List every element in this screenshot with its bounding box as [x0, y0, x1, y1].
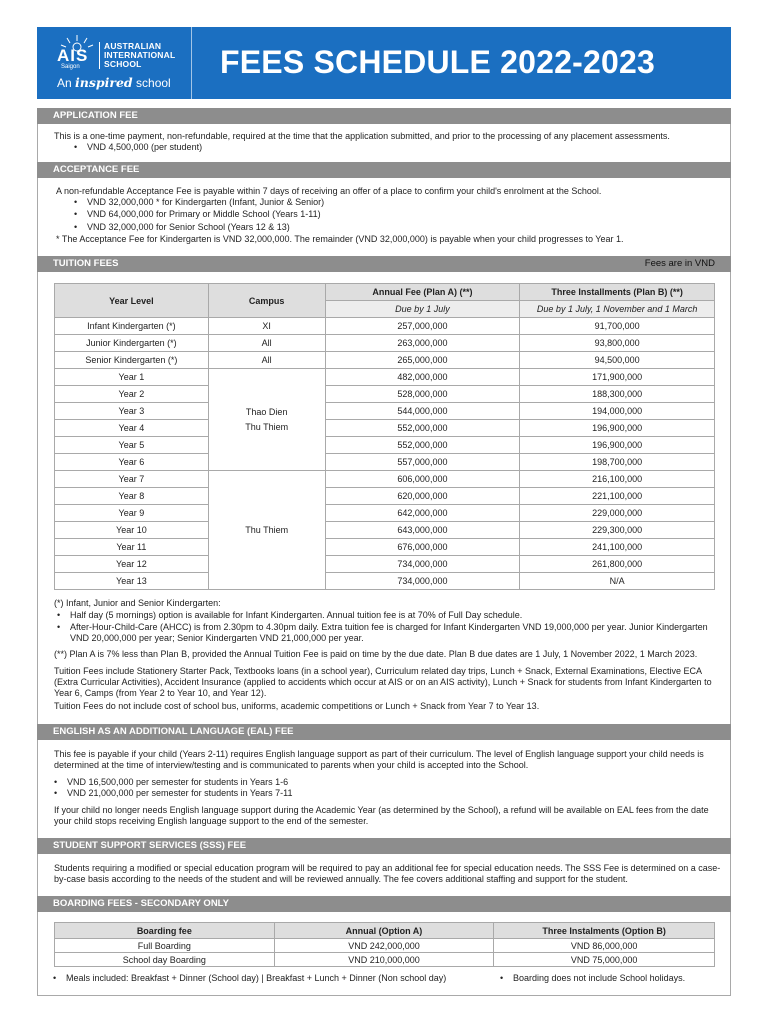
kg-note-bullet: • Half day (5 mornings) option is available for Infant Kindergarten. Annual tuition fee is at 70% of Full Day schedule.	[70, 610, 720, 621]
col-header-year: Year Level	[55, 284, 209, 318]
table-row: Year 7 Thu Thiem 606,000,000 216,100,000	[55, 471, 715, 488]
application-fee-bullet: • VND 4,500,000 (per student)	[87, 142, 202, 153]
table-row: Year 1 Thao Dien Thu Thiem 482,000,000 171,900,000	[55, 369, 715, 386]
tuition-table	[54, 283, 715, 590]
acceptance-fee-note: * The Acceptance Fee for Kindergarten is VND 32,000,000. The remainder (VND 32,000,000) is payable when your child progresses to Year 1.	[56, 234, 624, 244]
table-row: Junior Kindergarten (*) All 263,000,000 93,800,000	[55, 335, 715, 352]
table-row: Year 2 528,000,000 188,300,000	[55, 386, 715, 403]
tuition-includes-note: Tuition Fees include Stationery Starter Pack, Textbooks loans (in a school year), Curriculum related day trips, Lunch + Snack, External Examinations, Elective ECA (Extra Curricular Activities), Accident Insurance (applied to accidents which occur at AIS or on an AIS activity), Lunch + Snack for students from Infant Kindergarten to Year 6, Camps (from Year 2 to Year 10, and Year 12).	[54, 666, 712, 699]
table-row: Year 4 552,000,000 196,900,000	[55, 420, 715, 437]
col-header-boarding: Boarding fee	[55, 923, 275, 939]
table-row: Year 13 734,000,000 N/A	[55, 573, 715, 590]
table-row: Year 6 557,000,000 198,700,000	[55, 454, 715, 471]
tuition-excludes-note: Tuition Fees do not include cost of school bus, uniforms, academic competitions or Lunch + Snack from Year 7 to Year 13.	[54, 701, 540, 711]
table-row: Year 9 642,000,000 229,000,000	[55, 505, 715, 522]
logo-sub: Saigon	[61, 64, 80, 70]
table-row: School day Boarding VND 210,000,000 VND 75,000,000	[55, 953, 715, 967]
col-header-option-a: Annual (Option A)	[274, 923, 494, 939]
page-header	[37, 27, 731, 99]
acceptance-fee-bullet: • VND 32,000,000 * for Kindergarten (Infant, Junior & Senior)	[87, 197, 324, 208]
application-fee-text: This is a one-time payment, non-refundable, required at the time that the application submitted, and prior to the processing of any placement assessments.	[54, 131, 670, 141]
eal-fee-refund: If your child no longer needs English language support during the Academic Year (as determined by the School), a refund will be available on EAL fees from the date your child stops receiving English language support to the end of the semester.	[54, 805, 709, 827]
table-row: Year 5 552,000,000 196,900,000	[55, 437, 715, 454]
boarding-fees-heading: BOARDING FEES - SECONDARY ONLY	[37, 896, 731, 912]
eal-fee-bullet: • VND 21,000,000 per semester for students in Years 7-11	[67, 788, 292, 799]
table-row: Year 11 676,000,000 241,100,000	[55, 539, 715, 556]
sss-fee-text: Students requiring a modified or special education program will be required to pay an additional fee for special education needs. The SSS Fee is determined on a case-by-case basis according to the needs of the student and will be reviewed annually. The fee covers additional staffing and support for the student.	[54, 863, 721, 885]
subheader-plan-a: Due by 1 July	[325, 301, 520, 318]
logo-letters: AIS	[57, 46, 89, 65]
page-title: FEES SCHEDULE 2022-2023	[220, 44, 656, 80]
acceptance-fee-bullet: • VND 32,000,000 for Senior School (Years 12 & 13)	[87, 222, 290, 233]
acceptance-fee-bullet: • VND 64,000,000 for Primary or Middle School (Years 1-11)	[87, 209, 321, 220]
application-fee-heading: APPLICATION FEE	[37, 108, 731, 124]
eal-fee-bullet: • VND 16,500,000 per semester for students in Years 1-6	[67, 777, 288, 788]
boarding-meals-note: • Meals included: Breakfast + Dinner (School day) | Breakfast + Lunch + Dinner (Non school day)	[66, 973, 446, 984]
eal-fee-heading: ENGLISH AS AN ADDITIONAL LANGUAGE (EAL) FEE	[37, 724, 731, 740]
table-row: Full Boarding VND 242,000,000 VND 86,000,000	[55, 939, 715, 953]
plan-note: (**) Plan A is 7% less than Plan B, provided the Annual Tuition Fee is paid on time by the due date. Plan B due dates are 1 July, 1 November 2022, 1 March 2023.	[54, 649, 698, 659]
table-row: Year 8 620,000,000 221,100,000	[55, 488, 715, 505]
kg-note-bullet: • After-Hour-Child-Care (AHCC) is from 2.30pm to 4.30pm daily. Extra tuition fee is charged for Infant Kindergarten VND 19,000,000 per year. Junior Kindergarten VND 20,000,000 per year; Senior Kindergarten VND 21,000,000 per year.	[70, 622, 720, 644]
table-row: Senior Kindergarten (*) All 265,000,000 94,500,000	[55, 352, 715, 369]
logo-wordmark: AUSTRALIAN INTERNATIONAL SCHOOL	[99, 42, 175, 69]
col-header-plan-b: Three Installments (Plan B) (**)	[520, 284, 715, 301]
table-row: Year 3 544,000,000 194,000,000	[55, 403, 715, 420]
logo-tagline: An inspired school	[57, 75, 171, 90]
table-row: Infant Kindergarten (*) XI 257,000,000 91,700,000	[55, 318, 715, 335]
campus-secondary: Thu Thiem	[208, 471, 325, 590]
table-row: Year 12 734,000,000 261,800,000	[55, 556, 715, 573]
sss-fee-heading: STUDENT SUPPORT SERVICES (SSS) FEE	[37, 838, 731, 854]
boarding-table	[54, 922, 715, 967]
col-header-campus: Campus	[208, 284, 325, 318]
currency-note: Fees are in VND	[644, 258, 715, 269]
col-header-plan-a: Annual Fee (Plan A) (**)	[325, 284, 520, 301]
table-row: Year 10 643,000,000 229,300,000	[55, 522, 715, 539]
boarding-holidays-note: • Boarding does not include School holidays.	[513, 973, 685, 984]
subheader-plan-b: Due by 1 July, 1 November and 1 March	[520, 301, 715, 318]
kg-note-title: (*) Infant, Junior and Senior Kindergarten:	[54, 598, 221, 608]
school-logo	[37, 27, 192, 99]
col-header-option-b: Three Instalments (Option B)	[494, 923, 715, 939]
tuition-fees-heading: TUITION FEES Fees are in VND	[37, 256, 731, 272]
eal-fee-text: This fee is payable if your child (Years 2-11) requires English language support as part of their curriculum. The level of English language support your child needs is determined at the time of interview/testing and is communicated to parents when your child is accepted into the School.	[54, 749, 704, 771]
campus-primary: Thao Dien Thu Thiem	[208, 369, 325, 471]
acceptance-fee-text: A non-refundable Acceptance Fee is payable within 7 days of receiving an offer of a place to confirm your child's enrolment at the School.	[56, 186, 602, 196]
acceptance-fee-heading: ACCEPTANCE FEE	[37, 162, 731, 178]
